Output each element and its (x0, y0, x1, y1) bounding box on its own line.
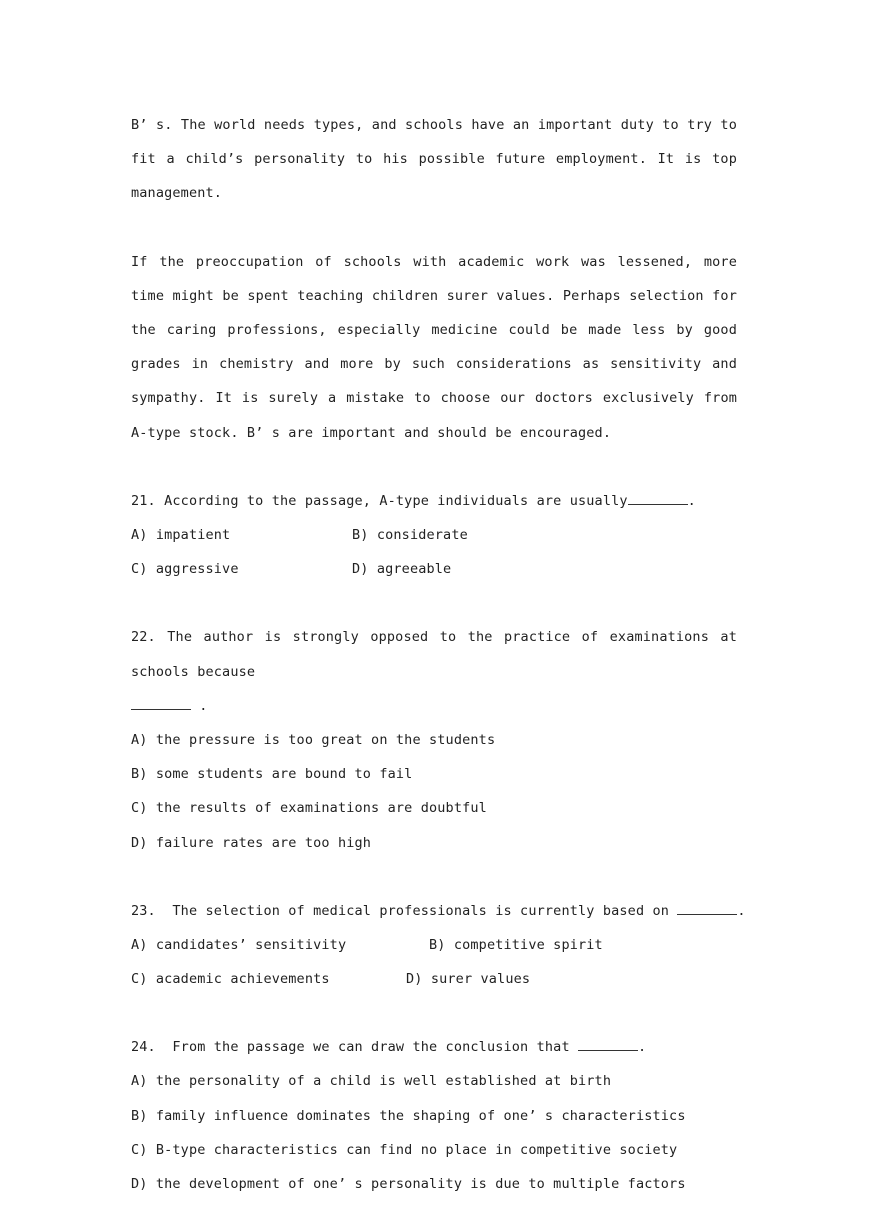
option-b: B) some students are bound to fail (131, 766, 413, 783)
option-d: D) agreeable (352, 561, 452, 578)
question-22-blank-line (131, 689, 737, 723)
answer-blank (677, 902, 737, 915)
answer-blank (578, 1038, 638, 1051)
question-21-text: 21. According to the passage, A-type individuals are usually (131, 492, 628, 509)
paragraph-gap (131, 450, 737, 484)
question-23-options-row-2 (131, 962, 737, 996)
question-23-options-row-1 (131, 928, 737, 962)
question-gap (131, 996, 737, 1030)
question-21-options-row-1 (131, 518, 737, 552)
answer-blank (131, 697, 191, 710)
question-22-stem (131, 620, 737, 688)
option-c: C) academic achievements (131, 971, 330, 988)
question-22-end: . (199, 697, 208, 714)
question-24-stem (131, 1030, 737, 1064)
question-gap (131, 860, 737, 894)
option-c: C) aggressive (131, 561, 239, 578)
option-a: A) the personality of a child is well established at birth (131, 1073, 612, 1090)
question-23-stem (131, 894, 746, 928)
question-24-end: . (638, 1039, 647, 1056)
option-a: A) the pressure is too great on the students (131, 731, 496, 748)
question-23-end: . (737, 902, 746, 919)
option-d: D) the development of one’ s personality is due to multiple factors (131, 1176, 686, 1193)
question-23-text: 23. The selection of medical professionals is currently based on (131, 902, 670, 919)
paragraph-gap (131, 211, 737, 245)
question-gap (131, 586, 737, 620)
document-page (131, 108, 746, 1201)
option-a: A) candidates’ sensitivity (131, 936, 347, 953)
option-c: C) B-type characteristics can find no place in competitive society (131, 1141, 678, 1158)
option-a: A) impatient (131, 527, 231, 544)
passage-paragraph-2: If the preoccupation of schools with academic work was lessened, more time might be spent teaching children surer values. Perhaps selection for the caring professions, especially medicine could be made less by good grades in chemistry and more by such considerations as sensitivity and sympathy. It is surely a mistake to choose our doctors exclusively from A-type stock. B’ s are important and should be encouraged. (131, 253, 737, 441)
passage-paragraph-1: B’ s. The world needs types, and schools have an important duty to try to fit a child’s personality to his possible future employment. It is top management. (131, 117, 737, 202)
option-d: D) surer values (406, 971, 531, 988)
answer-blank (628, 492, 688, 505)
option-c: C) the results of examinations are doubtful (131, 800, 487, 817)
question-21-options-row-2 (131, 552, 737, 586)
question-21-stem (131, 484, 737, 518)
option-d: D) failure rates are too high (131, 834, 372, 851)
question-21-end: . (687, 492, 696, 509)
option-b: B) considerate (352, 527, 468, 544)
question-22-text: 22. The author is strongly opposed to the practice of examinations at schools because (131, 629, 737, 680)
option-b: B) competitive spirit (429, 936, 603, 953)
question-24-text: 24. From the passage we can draw the conclusion that (131, 1039, 570, 1056)
option-b: B) family influence dominates the shaping of one’ s characteristics (131, 1107, 686, 1124)
